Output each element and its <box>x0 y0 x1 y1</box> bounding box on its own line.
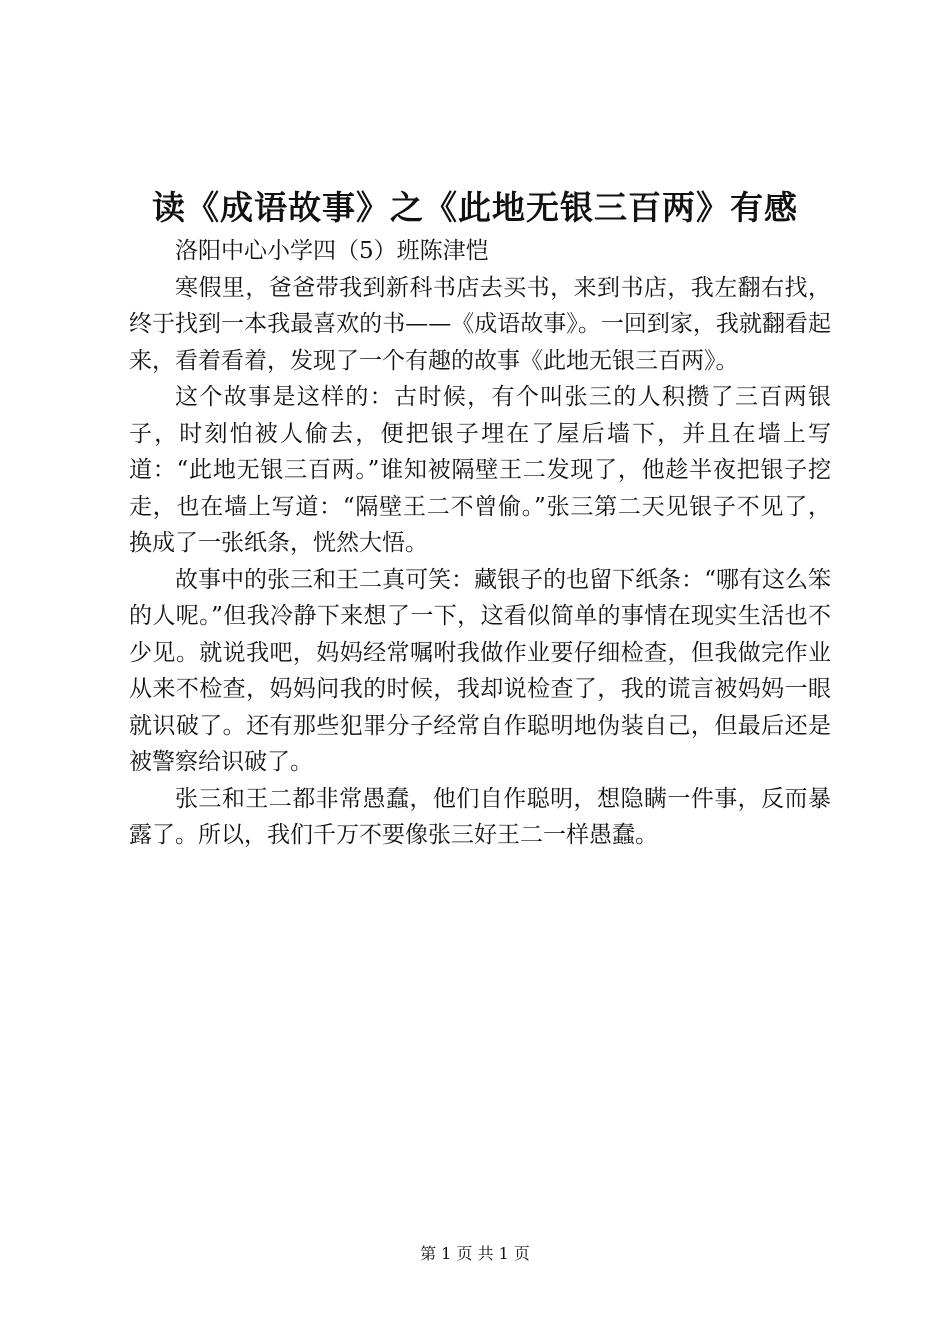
document-title: 读《成语故事》之《此地无银三百两》有感 <box>152 188 798 227</box>
paragraph-4: 张三和王二都非常愚蠢，他们自作聪明，想隐瞒一件事，反而暴露了。所以，我们千万不要像张三好王二一样愚蠢。 <box>129 785 831 848</box>
paragraph-2: 这个故事是这样的：古时候，有个叫张三的人积攒了三百两银子，时刻怕被人偷去，便把银子埋在了屋后墙下，并且在墙上写道：“此地无银三百两。”谁知被隔壁王二发现了，他趁半夜把银子挖走，也在墙上写道：“隔壁王二不曾偷。”张三第二天见银子不见了，换成了一张纸条，恍然大悟。 <box>129 384 831 556</box>
author-line: 洛阳中心小学四（5）班陈津恺 <box>175 238 489 264</box>
page-footer: 第 1 页 共 1 页 <box>420 1244 530 1263</box>
paragraph-3: 故事中的张三和王二真可笑：藏银子的也留下纸条：“哪有这么笨的人呢。”但我冷静下来想了一下，这看似简单的事情在现实生活也不少见。就说我吧，妈妈经常嘱咐我做作业要仔细检查，但我做完作业从来不检查，妈妈问我的时候，我却说检查了，我的谎言被妈妈一眼就识破了。还有那些犯罪分子经常自作聪明地伪装自己，但最后还是被警察给识破了。 <box>129 566 831 775</box>
paragraph-1: 寒假里，爸爸带我到新科书店去买书，来到书店，我左翻右找，终于找到一本我最喜欢的书——《成语故事》。一回到家，我就翻看起来，看着看着，发现了一个有趣的故事《此地无银三百两》。 <box>129 274 831 374</box>
document-body <box>129 233 831 854</box>
